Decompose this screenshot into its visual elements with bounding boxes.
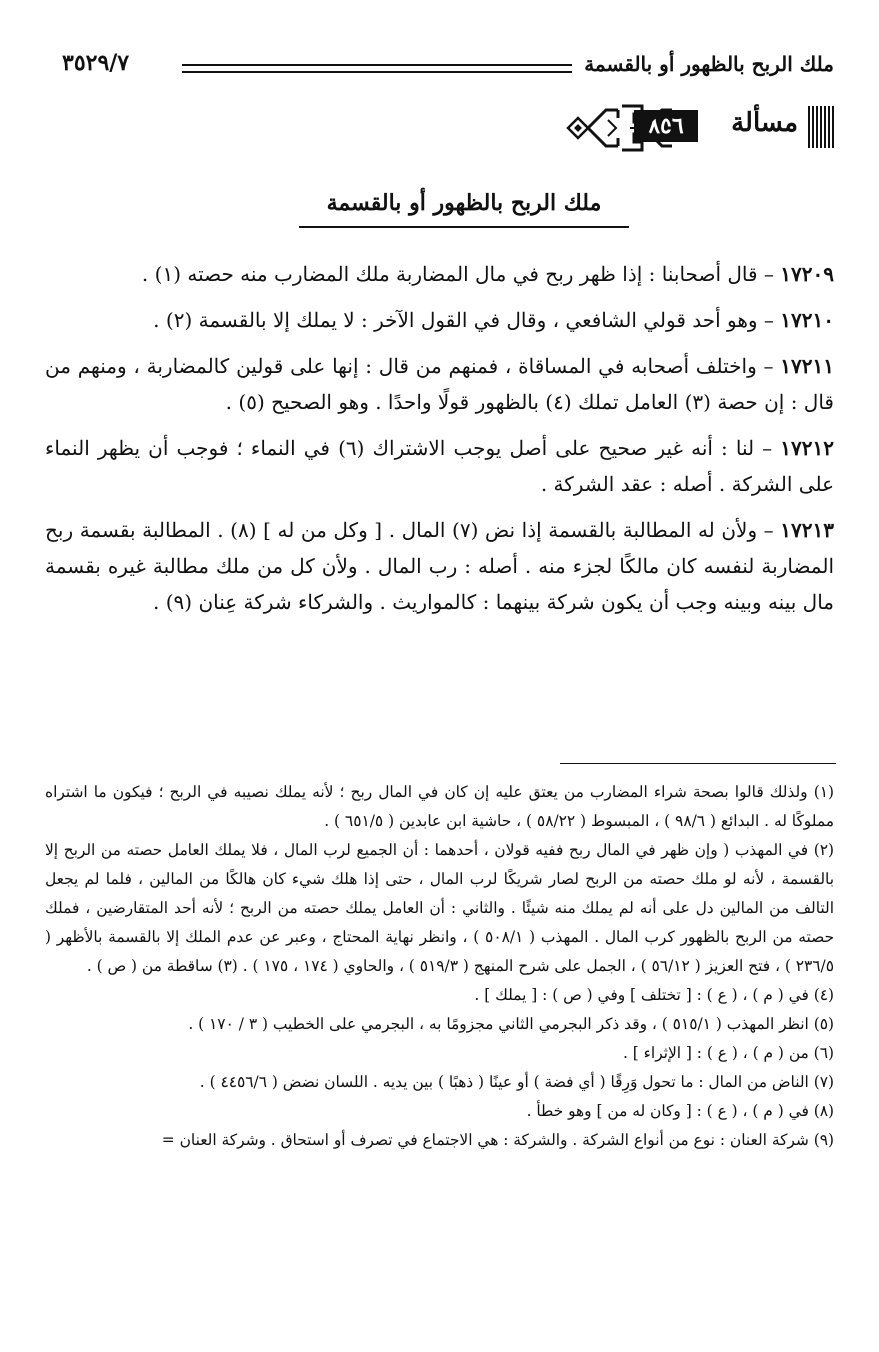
paragraph <box>45 512 834 620</box>
paragraph <box>45 256 834 292</box>
footnote: (١) ولذلك قالوا بصحة شراء المضارب من يعتق عليه إن كان في المال ربح ؛ لأنه يملك نصيبه في الربح ؛ فيكون ما اشتراه مملوكًا له . البدائع ( ٩٨/٦ ) ، المبسوط ( ٥٨/٢٢ ) ، حاشية ابن عابدين ( ٦٥١/٥ ) . <box>45 783 834 830</box>
paragraph-number: ١٧٢١٣ <box>780 518 834 542</box>
footnote: (٧) الناض من المال : ما تحول وَرِقًا ( أي فضة ) أو عينًا ( ذهبًا ) بين يديه . اللسان نضض ( ٤٤٥٦/٦ ) . <box>199 1073 834 1091</box>
arabesque-ornament <box>560 98 680 158</box>
paragraph-text: – واختلف أصحابه في المساقاة ، فمنهم من قال : إنها على قولين كالمضاربة ، ومنهم من قال : إن حصة (٣) العامل تملك (٤) بالظهور قولًا واحدًا . وهو الصحيح (٥) . <box>45 354 834 414</box>
vertical-bars-ornament <box>808 106 834 148</box>
paragraph-number: ١٧٢١١ <box>780 354 834 378</box>
paragraph <box>45 348 834 420</box>
paragraph-number: ١٧٢١٠ <box>780 308 834 332</box>
paragraph-number: ١٧٢١٢ <box>780 436 834 460</box>
footnotes <box>45 778 834 1155</box>
footnote: (٤) في ( م ) ، ( ع ) : [ تختلف ] وفي ( ص ) : [ يملك ] . <box>474 986 834 1004</box>
paragraph-number: ١٧٢٠٩ <box>780 262 834 286</box>
page-number: ٣٥٢٩/٧ <box>62 50 130 76</box>
footnote: (٥) انظر المهذب ( ٥١٥/١ ) ، وقد ذكر البجرمي الثاني مجزومًا به ، البجرمي على الخطيب ( ٣ / ١٧٠ ) . <box>188 1015 834 1033</box>
running-title: ملك الربح بالظهور أو بالقسمة <box>584 52 834 76</box>
masala-bar <box>560 98 834 160</box>
footnote: (٢) في المهذب ( وإن ظهر في المال ربح ففيه قولان ، أحدهما : أن الجميع لرب المال ، فلا يملك العامل حصته من الربح إلا بالقسمة ، لأنه لو ملك حصته من الربح لصار شريكًا لرب المال ، حتى إذا هلك شيء كان هالكًا من المالين ، فلما لم يجعل التالف من المالين دل على أنه لم يملك منه شيئًا . والثاني : أن العامل يملك حصته من الربح ؛ لأنه أحد المتقارضين ، فملك حصته من الربح بالظهور كرب المال . المهذب ( ٥٠٨/١ ) ، وانظر نهاية المحتاج ، وعبر عن عدم الملك إلا بالقسمة بالأظهر ( ٢٣٦/٥ ) ، فتح العزيز ( ٥٦/١٢ ) ، الجمل على شرح المنهج ( ٥١٩/٣ ) ، والحاوي ( ١٧٤ ، ١٧٥ ) . (٣) ساقطة من ( ص ) . <box>45 841 834 975</box>
section-title: ملك الربح بالظهور أو بالقسمة <box>299 190 629 228</box>
masala-number: ٨٥٦ <box>634 110 698 142</box>
masala-label: مسألة <box>731 108 798 138</box>
paragraph-text: – لنا : أنه غير صحيح على أصل يوجب الاشتراك (٦) في النماء ؛ فوجب أن يظهر النماء على الشركة . أصله : عقد الشركة . <box>45 436 834 496</box>
paragraph <box>45 430 834 502</box>
paragraph-text: – وهو أحد قولي الشافعي ، وقال في القول الآخر : لا يملك إلا بالقسمة (٢) . <box>153 308 781 332</box>
running-header <box>62 52 834 84</box>
header-double-rule <box>182 64 572 73</box>
main-text <box>45 256 834 630</box>
footnote: (٨) في ( م ) ، ( ع ) : [ وكان له من ] وهو خطأ . <box>526 1102 834 1120</box>
footnote-separator <box>560 763 836 764</box>
paragraph <box>45 302 834 338</box>
footnote: (٩) شركة العنان : نوع من أنواع الشركة . والشركة : هي الاجتماع في تصرف أو استحاق . وشركة العنان = <box>161 1131 834 1149</box>
paragraph-text: – ولأن له المطالبة بالقسمة إذا نض (٧) المال . [ وكل من له ] (٨) . المطالبة بقسمة ربح المضاربة لنفسه كان مالكًا لجزء منه . أصله : رب المال . ولأن كل من ملك مطالبة غيره بقسمة مال بينه وبينه وجب أن يكون شركة بينهما : كالمواريث . والشركاء شركة عِنان (٩) . <box>45 518 834 614</box>
paragraph-text: – قال أصحابنا : إذا ظهر ربح في مال المضاربة ملك المضارب منه حصته (١) . <box>141 262 781 286</box>
footnote: (٦) من ( م ) ، ( ع ) : [ الإثراء ] . <box>623 1044 834 1062</box>
